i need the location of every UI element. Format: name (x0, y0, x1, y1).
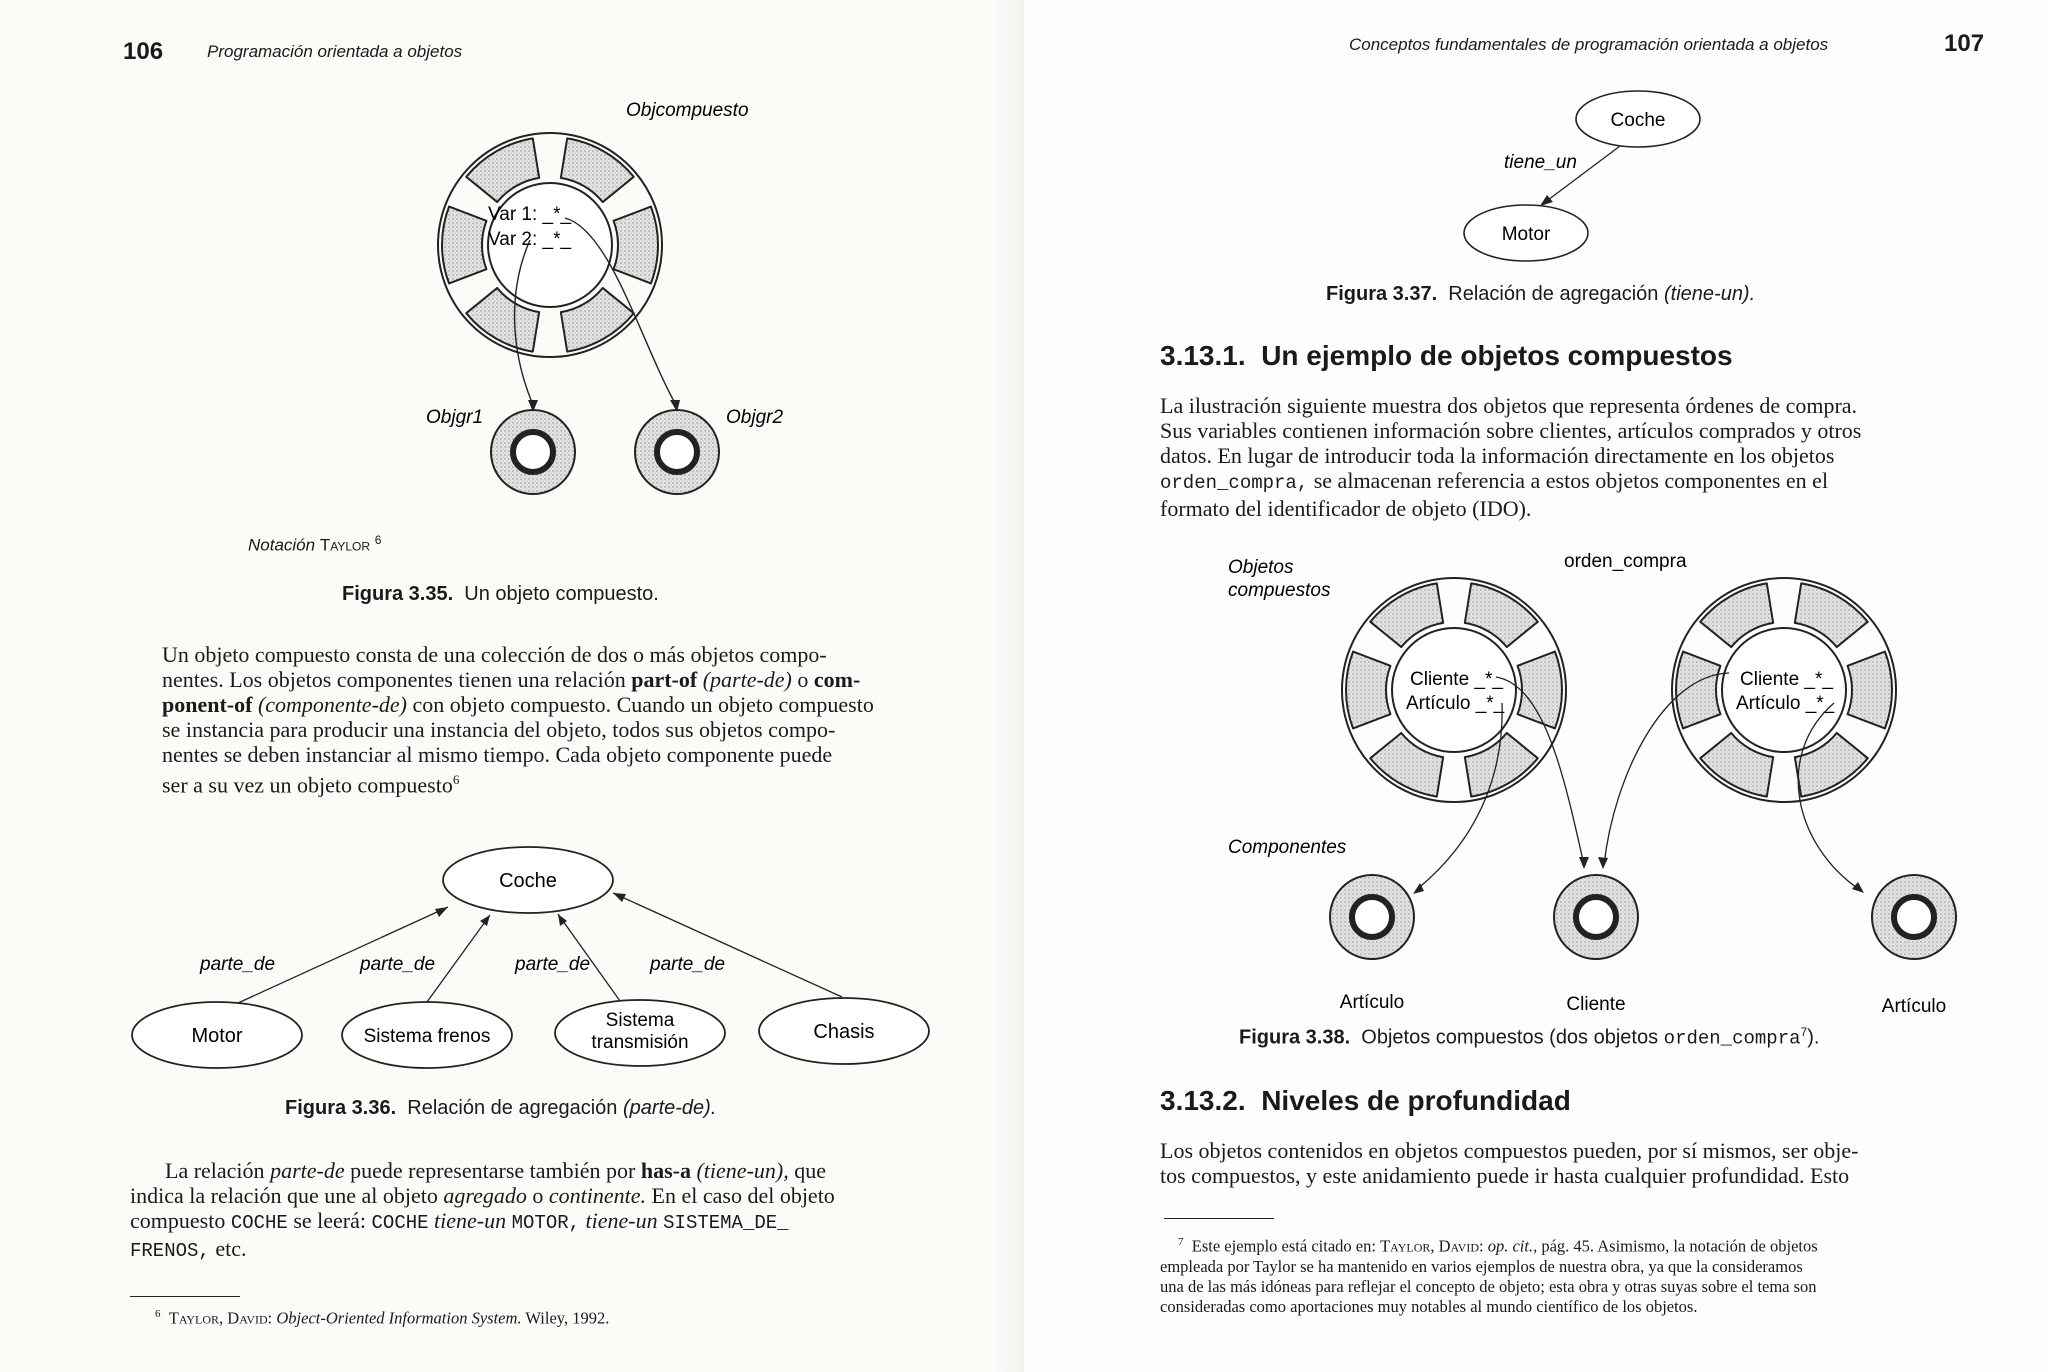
section-heading-3-13-2: 3.13.2. Niveles de profundidad (1160, 1085, 1571, 1116)
edge-chasis-coche (613, 893, 842, 997)
edge-label-1: parte_de (200, 954, 276, 975)
edge-label-tiene-un: tiene_un (1504, 152, 1577, 173)
edge-label-2: parte_de (360, 954, 436, 975)
paragraph-has-a: La relación parte-de puede representarse también por has-a (tiene-un), que indica la relación que une al objeto agregado o continente. En el caso del objeto compuesto COCHE se leerá: COCHE tiene-un MOTOR, tiene-un SISTEMA_DE_ FRENOS, etc. (130, 1158, 835, 1262)
orden-compra-label: orden_compra (1564, 551, 1687, 572)
footnote-rule-left (130, 1296, 240, 1297)
edge-label-3: parte_de (515, 954, 591, 975)
caption-figure-3-36: Figura 3.36. Relación de agregación (parte-de). (285, 1097, 717, 1119)
right-page (1024, 0, 2048, 1372)
component-label-c: Artículo (1881, 996, 1947, 1017)
component-articulo-2 (1872, 875, 1956, 959)
objgr1-object (491, 410, 575, 494)
objetos-label-2: compuestos (1228, 580, 1331, 601)
articulo-field-2: Artículo _*_ (1736, 693, 1835, 714)
var2-label: Var 2: _*_ (488, 229, 572, 250)
figure-3-35 (380, 90, 860, 530)
node-chasis-label: Chasis (813, 1021, 875, 1043)
component-cliente (1554, 875, 1638, 959)
node-frenos-label: Sistema frenos (363, 1026, 491, 1047)
component-label-a: Artículo (1339, 992, 1405, 1013)
section-heading-3-13-1: 3.13.1. Un ejemplo de objetos compuestos (1160, 340, 1733, 371)
composite-ring-2 (1672, 578, 1896, 802)
node-motor-2-label: Motor (1501, 224, 1551, 245)
figure-3-38 (1184, 545, 2004, 1025)
footnote-7: $^7$ Este ejemplo está citado en: Taylor, David: op. cit., pág. 45. Asimismo, la notación de objetos empleada por Taylor se ha mantenido en varios ejemplos de nuestra obra, ya que la consideramos una de las más idóneas para reflejar el concepto de objeto; esta obra y otras suyas sobre el tema son consideradas como aportaciones muy notables al mundo científico de los objetos. (1160, 1236, 1818, 1316)
objetos-label-1: Objetos (1228, 557, 1294, 578)
edge-label-4: parte_de (650, 954, 726, 975)
composite-ring-1 (1342, 578, 1566, 802)
running-head-right: Conceptos fundamentales de programación orientada a objetos (1349, 35, 1829, 54)
objcompuesto-label: Objcompuesto (626, 100, 749, 121)
caption-figure-3-37: Figura 3.37. Relación de agregación (tiene-un). (1326, 283, 1756, 305)
ring-segment (442, 207, 486, 284)
paragraph-depth: Los objetos contenidos en objetos compuestos pueden, por sí mismos, ser obje- tos compuestos, y este anidamiento puede ir hasta cualquier profundidad. Esto (1160, 1138, 1859, 1188)
node-transmision-label-1: Sistema (605, 1010, 675, 1031)
ring-segment (614, 207, 658, 284)
caption-figure-3-35: Figura 3.35. Un objeto compuesto. (342, 583, 659, 605)
page-number-left: 106 (123, 38, 164, 65)
running-head-left: Programación orientada a objetos (207, 42, 463, 61)
paragraph-example: La ilustración siguiente muestra dos objetos que representa órdenes de compra. Sus variables contienen información sobre clientes, artículos comprados y otros datos. En lugar de introducir toda la información directamente en los objetos orden_compra, se almacenan referencia a estos objetos componentes en el formato del identificador de objeto (IDO). (1160, 393, 1862, 521)
component-label-b: Cliente (1566, 994, 1626, 1015)
node-coche-2-label: Coche (1610, 110, 1666, 131)
figure-3-37 (1444, 85, 1744, 270)
cliente-field-2: Cliente _*_ (1740, 669, 1833, 690)
node-transmision-label-2: transmisión (591, 1032, 689, 1053)
ring-segment (1346, 652, 1390, 729)
ring-segment (1848, 652, 1892, 729)
edge-frenos-coche (427, 915, 490, 1002)
paragraph-composite-object: Un objeto compuesto consta de una colección de dos o más objetos compo- nentes. Los objetos componentes tienen una relación part-of (parte-de) o com- ponent-of (componente-de) con objeto compuesto. Cuando un objeto compuesto se instancia para producir una instancia del objeto, todos sus objetos compo- nentes se deben instanciar al mismo tiempo. Cada objeto componente puede ser a su vez un objeto compuesto$^6$ (162, 642, 874, 798)
footnote-6: $^6$ Taylor, David: Object-Oriented Information System. Wiley, 1992. (155, 1308, 610, 1328)
footnote-rule-right (1164, 1218, 1274, 1219)
objgr2-label: Objgr2 (726, 407, 784, 428)
figure-3-36 (130, 845, 950, 1075)
componentes-label: Componentes (1228, 837, 1347, 858)
articulo-field-1: Artículo _*_ (1406, 693, 1505, 714)
objgr2-object (635, 410, 719, 494)
node-coche-label: Coche (499, 870, 557, 892)
cliente-field-1: Cliente _*_ (1410, 669, 1503, 690)
caption-figure-3-38: Figura 3.38. Objetos compuestos (dos objetos orden_compra$^7$). (1239, 1025, 1820, 1050)
component-articulo-1 (1330, 875, 1414, 959)
var1-label: Var 1: _*_ (488, 204, 572, 225)
notation-taylor: Notación Taylor $^6$ (248, 533, 382, 555)
objgr1-label: Objgr1 (426, 407, 484, 428)
page-number-right: 107 (1944, 30, 1985, 57)
node-motor-label: Motor (191, 1025, 243, 1047)
ring-segment (1676, 652, 1720, 729)
